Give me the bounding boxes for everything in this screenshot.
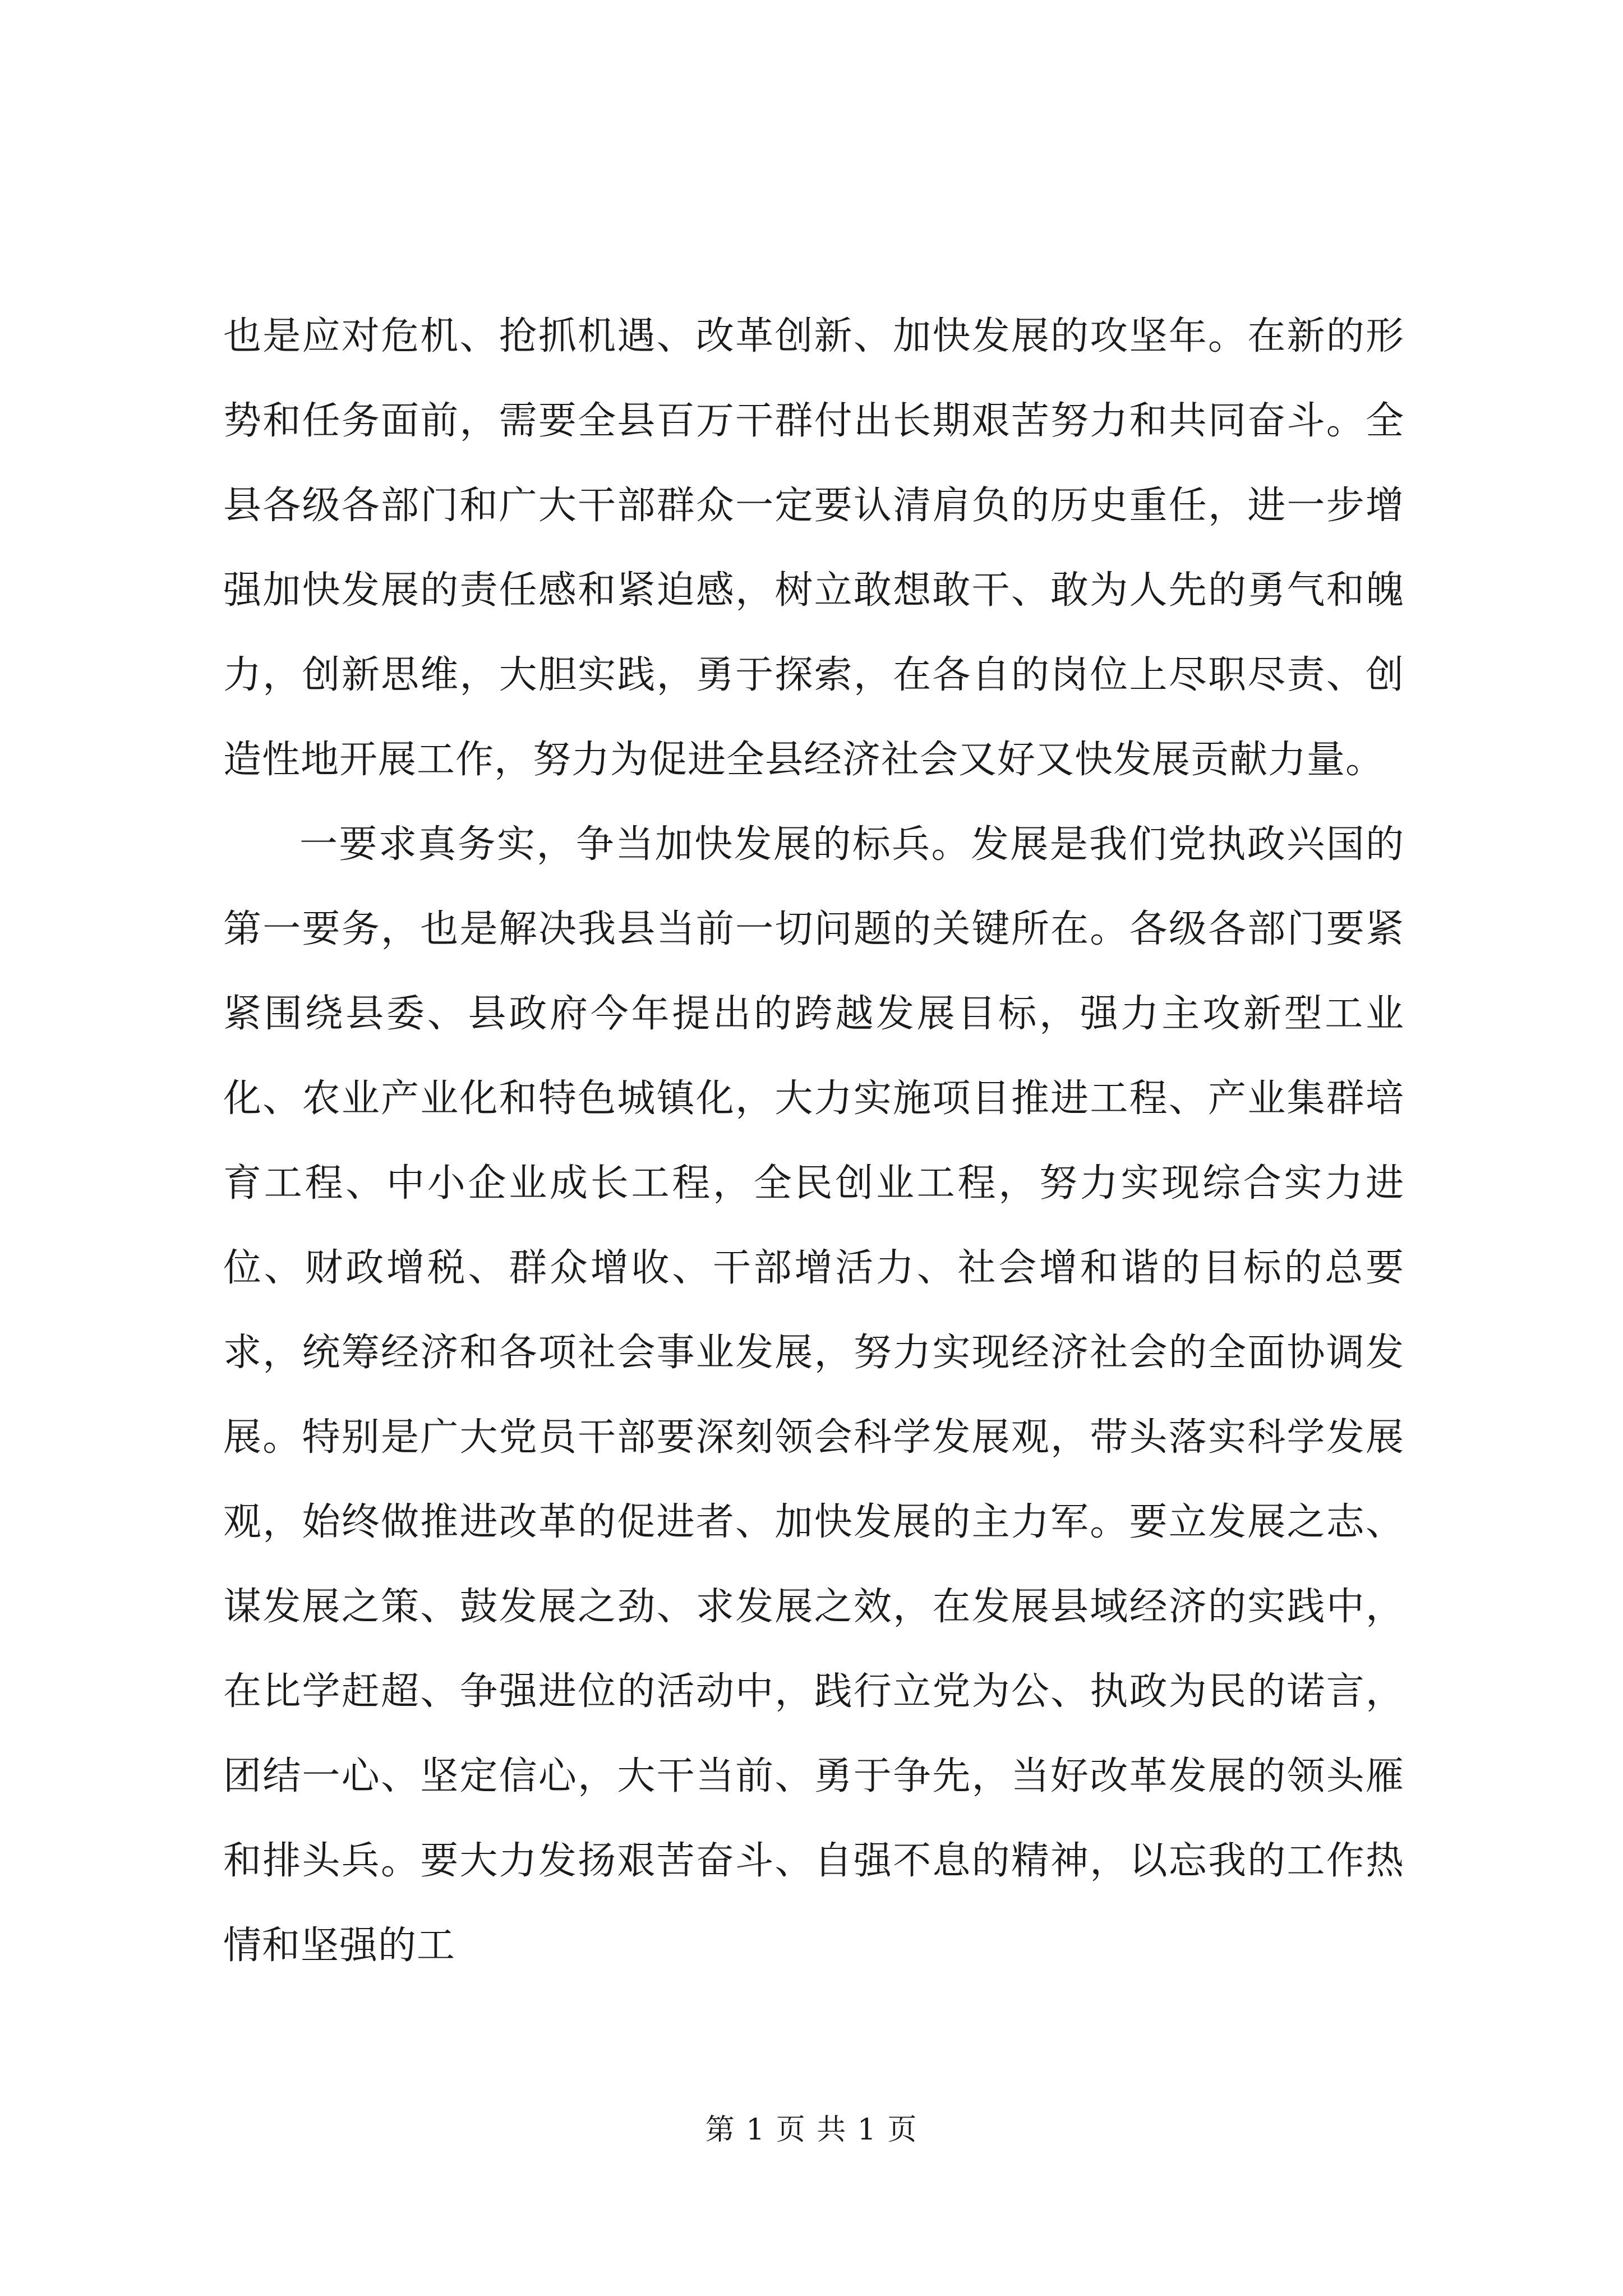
document-body	[223, 294, 1404, 1988]
paragraph-continued: 也是应对危机、抢抓机遇、改革创新、加快发展的攻坚年。在新的形势和任务面前，需要全县百万干群付出长期艰苦努力和共同奋斗。全县各级各部门和广大干部群众一定要认清肩负的历史重任，进一步增强加快发展的责任感和紧迫感，树立敢想敢干、敢为人先的勇气和魄力，创新思维，大胆实践，勇于探索，在各自的岗位上尽职尽责、创造性地开展工作，努力为促进全县经济社会又好又快发展贡献力量。	[223, 314, 1404, 782]
page-footer: 第 1 页 共 1 页	[705, 2113, 918, 2147]
paragraph-first-requirement: 一要求真务实，争当加快发展的标兵。发展是我们党执政兴国的第一要务，也是解决我县当前一切问题的关键所在。各级各部门要紧紧围绕县委、县政府今年提出的跨越发展目标，强力主攻新型工业化、农业产业化和特色城镇化，大力实施项目推进工程、产业集群培育工程、中小企业成长工程，全民创业工程，努力实现综合实力进位、财政增税、群众增收、干部增活力、社会增和谐的目标的总要求，统筹经济和各项社会事业发展，努力实现经济社会的全面协调发展。特别是广大党员干部要深刻领会科学发展观，带头落实科学发展观，始终做推进改革的促进者、加快发展的主力军。要立发展之志、谋发展之策、鼓发展之劲、求发展之效，在发展县域经济的实践中，在比学赶超、争强进位的活动中，践行立党为公、执政为民的诺言，团结一心、坚定信心，大干当前、勇于争先，当好改革发展的领头雁和排头兵。要大力发扬艰苦奋斗、自强不息的精神，以忘我的工作热情和坚强的工	[223, 822, 1404, 1968]
